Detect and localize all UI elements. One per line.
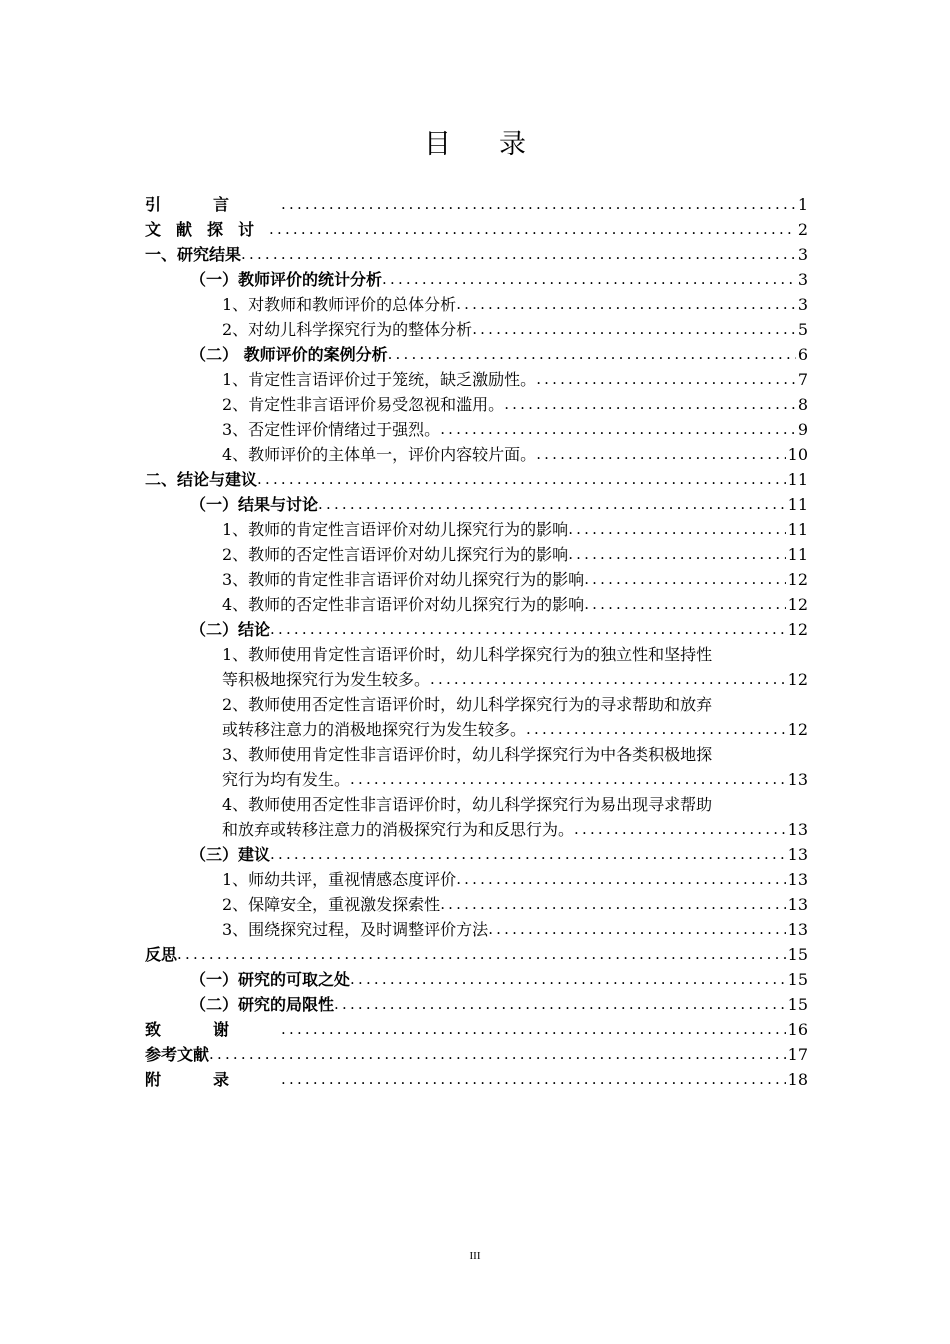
leader-dots	[270, 842, 786, 867]
toc-entry-label-line1: 2、教师使用否定性言语评价时，幼儿科学探究行为的寻求帮助和放弃	[222, 695, 713, 714]
toc-entry-page: 15	[787, 995, 808, 1014]
toc-entry-page: 12	[787, 670, 808, 689]
toc-entry-label: 4、教师的否定性非言语评价对幼儿探究行为的影响	[222, 595, 585, 614]
leader-dots	[430, 667, 786, 692]
toc-entry-page: 3	[797, 245, 808, 264]
toc-title: 目录	[424, 129, 574, 160]
toc-entry-page: 3	[797, 295, 808, 314]
toc-entry-label: 3、教师的肯定性非言语评价对幼儿探究行为的影响	[222, 570, 585, 589]
toc-entry-page: 13	[787, 895, 808, 914]
toc-entry-label: （二）研究的局限性	[190, 995, 335, 1014]
toc-entry-page: 9	[797, 420, 808, 439]
toc-entry[interactable]	[145, 567, 808, 592]
toc-entry-label: （一）结果与讨论	[190, 495, 319, 514]
toc-entry-references[interactable]	[145, 1042, 808, 1067]
leader-dots	[584, 592, 785, 617]
toc-entry-label: 2、对幼儿科学探究行为的整体分析	[222, 320, 473, 339]
toc-entry-conclusions[interactable]	[145, 467, 808, 492]
toc-entry[interactable]	[145, 967, 808, 992]
leader-dots	[472, 317, 796, 342]
toc-entry[interactable]	[145, 392, 808, 417]
leader-dots	[269, 217, 796, 242]
toc-entry[interactable]	[145, 292, 808, 317]
leader-dots	[382, 267, 796, 292]
table-of-contents	[145, 192, 808, 1092]
leader-dots	[488, 917, 785, 942]
toc-entry-page: 17	[787, 1045, 808, 1064]
toc-entry-label: 3、否定性评价情绪过于强烈。	[222, 420, 441, 439]
toc-entry-page: 2	[797, 220, 808, 239]
toc-entry-label: 文献探讨	[145, 220, 270, 239]
leader-dots	[526, 717, 786, 742]
leader-dots	[334, 992, 786, 1017]
toc-entry-label-line2: 和放弃或转移注意力的消极探究行为和反思行为。	[222, 820, 575, 839]
toc-entry[interactable]	[145, 442, 808, 467]
leader-dots	[318, 492, 786, 517]
toc-entry-label-line1: 1、教师使用肯定性言语评价时，幼儿科学探究行为的独立性和坚持性	[222, 645, 713, 664]
toc-entry-page: 11	[787, 495, 808, 514]
toc-entry-label-line2: 究行为均有发生。	[222, 770, 351, 789]
toc-entry-page: 11	[787, 545, 808, 564]
leader-dots	[584, 567, 785, 592]
toc-entry-label: 1、师幼共评，重视情感态度评价	[222, 870, 457, 889]
leader-dots	[257, 467, 786, 492]
leader-dots	[281, 1017, 786, 1042]
toc-entry[interactable]	[145, 917, 808, 942]
toc-entry-page: 18	[787, 1070, 808, 1089]
toc-entry-label: 2、教师的否定性言语评价对幼儿探究行为的影响	[222, 545, 569, 564]
toc-entry-label: （二） 教师评价的案例分析	[190, 345, 388, 364]
leader-dots	[568, 542, 785, 567]
toc-entry-label: 2、保障安全，重视激发探索性	[222, 895, 441, 914]
leader-dots	[209, 1042, 786, 1067]
toc-entry-label-line2: 或转移注意力的消极地探究行为发生较多。	[222, 720, 527, 739]
toc-entry-page: 13	[787, 920, 808, 939]
toc-entry[interactable]	[145, 692, 808, 742]
toc-entry[interactable]	[145, 417, 808, 442]
toc-entry[interactable]	[145, 642, 808, 692]
toc-entry-label: 1、对教师和教师评价的总体分析	[222, 295, 457, 314]
leader-dots	[350, 767, 786, 792]
toc-entry-page: 5	[797, 320, 808, 339]
leader-dots	[574, 817, 786, 842]
toc-entry-page: 10	[787, 445, 808, 464]
leader-dots	[270, 617, 786, 642]
toc-entry-label: 一、研究结果	[145, 245, 242, 264]
toc-entry-page: 12	[787, 720, 808, 739]
toc-entry-label: 1、肯定性言语评价过于笼统，缺乏激励性。	[222, 370, 537, 389]
toc-entry-page: 13	[787, 820, 808, 839]
toc-entry-label-line1: 3、教师使用肯定性非言语评价时，幼儿科学探究行为中各类积极地探	[222, 745, 713, 764]
toc-entry-label: 附录	[145, 1070, 282, 1089]
leader-dots	[456, 292, 796, 317]
toc-entry-label: （三）建议	[190, 845, 271, 864]
toc-entry-label: 反思	[145, 945, 178, 964]
toc-entry-page: 13	[787, 770, 808, 789]
toc-entry-label: （一）教师评价的统计分析	[190, 270, 383, 289]
leader-dots	[388, 342, 796, 367]
toc-entry-page: 16	[787, 1020, 808, 1039]
toc-entry-page: 12	[787, 595, 808, 614]
leader-dots	[568, 517, 785, 542]
toc-entry-label: （一）研究的可取之处	[190, 970, 351, 989]
toc-entry-page: 13	[787, 870, 808, 889]
toc-entry-introduction[interactable]	[145, 192, 808, 217]
page-number: III	[469, 1250, 481, 1262]
leader-dots	[281, 1067, 786, 1092]
toc-entry[interactable]	[145, 592, 808, 617]
leader-dots	[536, 442, 785, 467]
toc-entry-label: 引言	[145, 195, 282, 214]
toc-entry-page: 12	[787, 570, 808, 589]
toc-entry-page: 6	[797, 345, 808, 364]
toc-entry-page: 11	[787, 470, 808, 489]
toc-entry-label: （二）结论	[190, 620, 271, 639]
toc-entry[interactable]	[145, 892, 808, 917]
toc-entry-acknowledgements[interactable]	[145, 1017, 808, 1042]
toc-entry-label: 二、结论与建议	[145, 470, 258, 489]
toc-entry-page: 15	[787, 970, 808, 989]
toc-entry-label: 3、围绕探究过程，及时调整评价方法	[222, 920, 489, 939]
toc-entry-label: 1、教师的肯定性言语评价对幼儿探究行为的影响	[222, 520, 569, 539]
leader-dots	[536, 367, 796, 392]
toc-entry-page: 8	[797, 395, 808, 414]
leader-dots	[440, 892, 785, 917]
toc-entry[interactable]	[145, 367, 808, 392]
toc-entry[interactable]	[145, 517, 808, 542]
leader-dots	[350, 967, 786, 992]
leader-dots	[177, 942, 786, 967]
toc-entry-label: 4、教师评价的主体单一，评价内容较片面。	[222, 445, 537, 464]
toc-entry[interactable]	[145, 792, 808, 842]
toc-entry[interactable]	[145, 992, 808, 1017]
toc-entry-appendix[interactable]	[145, 1067, 808, 1092]
toc-entry[interactable]	[145, 492, 808, 517]
toc-entry-page: 11	[787, 520, 808, 539]
toc-entry[interactable]	[145, 542, 808, 567]
toc-entry-literature-review[interactable]	[145, 217, 808, 242]
leader-dots	[281, 192, 796, 217]
leader-dots	[504, 392, 796, 417]
toc-entry-label: 参考文献	[145, 1045, 210, 1064]
toc-entry[interactable]	[145, 267, 808, 292]
toc-entry-page: 1	[797, 195, 808, 214]
leader-dots	[456, 867, 785, 892]
leader-dots	[241, 242, 796, 267]
leader-dots	[440, 417, 796, 442]
toc-entry-reflection[interactable]	[145, 942, 808, 967]
toc-entry-page: 15	[787, 945, 808, 964]
toc-entry-label: 2、肯定性非言语评价易受忽视和滥用。	[222, 395, 505, 414]
toc-entry[interactable]	[145, 842, 808, 867]
toc-entry-page: 3	[797, 270, 808, 289]
toc-entry-results[interactable]	[145, 242, 808, 267]
toc-entry-page: 7	[797, 370, 808, 389]
toc-entry-page: 13	[787, 845, 808, 864]
toc-entry[interactable]	[145, 342, 808, 367]
toc-entry[interactable]	[145, 617, 808, 642]
toc-entry-label: 致谢	[145, 1020, 282, 1039]
toc-entry[interactable]	[145, 742, 808, 792]
toc-entry-label-line2: 等积极地探究行为发生较多。	[222, 670, 431, 689]
toc-entry[interactable]	[145, 867, 808, 892]
toc-entry[interactable]	[145, 317, 808, 342]
toc-entry-label-line1: 4、教师使用否定性非言语评价时，幼儿科学探究行为易出现寻求帮助	[222, 795, 713, 814]
toc-entry-page: 12	[787, 620, 808, 639]
